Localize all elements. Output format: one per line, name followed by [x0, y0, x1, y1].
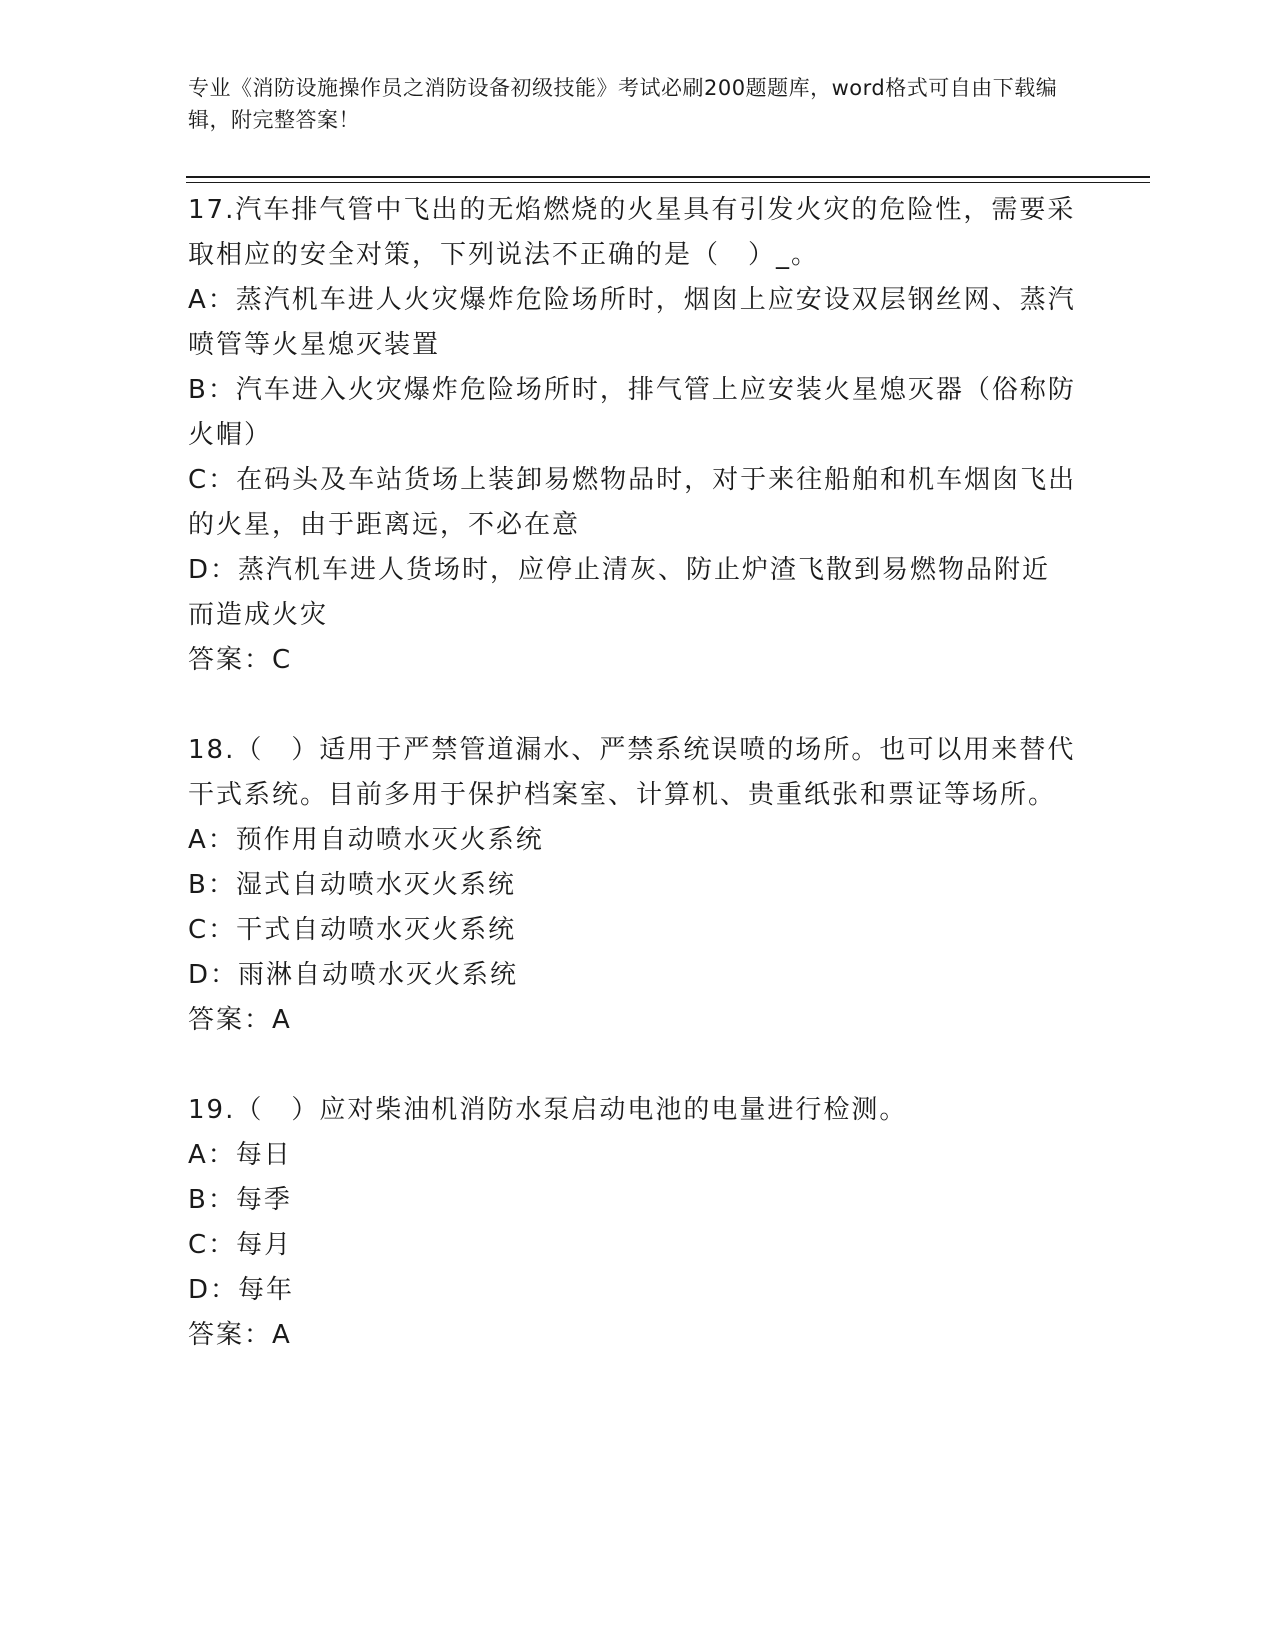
- question-17: [188, 188, 1078, 683]
- question-stem: 17.汽车排气管中飞出的无焰燃烧的火星具有引发火灾的危险性，需要采取相应的安全对策，下列说法不正确的是（ ）_。: [188, 195, 1076, 270]
- answer: 答案：A: [188, 1320, 292, 1350]
- question-19: [188, 1088, 1078, 1358]
- option-a: A：预作用自动喷水灭火系统: [188, 825, 544, 855]
- option-b: B：每季: [188, 1185, 292, 1215]
- option-d: D：雨淋自动喷水灭火系统: [188, 960, 519, 990]
- option-c: C：在码头及车站货场上装卸易燃物品时，对于来往船舶和机车烟囱飞出的火星，由于距离远，不必在意: [188, 465, 1077, 540]
- answer: 答案：A: [188, 1005, 292, 1035]
- question-18: [188, 728, 1078, 1043]
- question-stem: 19.（ ）应对柴油机消防水泵启动电池的电量进行检测。: [188, 1095, 908, 1125]
- question-list: [188, 188, 1078, 1358]
- option-d: D：每年: [188, 1275, 295, 1305]
- page-header: 专业《消防设施操作员之消防设备初级技能》考试必刷200题题库，word格式可自由下载编辑，附完整答案！: [188, 76, 1058, 132]
- option-d: D：蒸汽机车进人货场时，应停止清灰、防止炉渣飞散到易燃物品附近而造成火灾: [188, 555, 1051, 630]
- option-c: C：每月: [188, 1230, 293, 1260]
- option-a: A：蒸汽机车进人火灾爆炸危险场所时，烟囱上应安设双层钢丝网、蒸汽喷管等火星熄灭装置: [188, 285, 1076, 360]
- question-stem: 18.（ ）适用于严禁管道漏水、严禁系统误喷的场所。也可以用来替代干式系统。目前多用于保护档案室、计算机、贵重纸张和票证等场所。: [188, 735, 1076, 810]
- option-c: C：干式自动喷水灭火系统: [188, 915, 517, 945]
- answer: 答案：C: [188, 645, 293, 675]
- header-rule-thick: [186, 176, 1150, 178]
- option-a: A：每日: [188, 1140, 292, 1170]
- header-rule-thin: [186, 182, 1150, 183]
- option-b: B：湿式自动喷水灭火系统: [188, 870, 516, 900]
- option-b: B：汽车进入火灾爆炸危险场所时，排气管上应安装火星熄灭器（俗称防火帽）: [188, 375, 1076, 450]
